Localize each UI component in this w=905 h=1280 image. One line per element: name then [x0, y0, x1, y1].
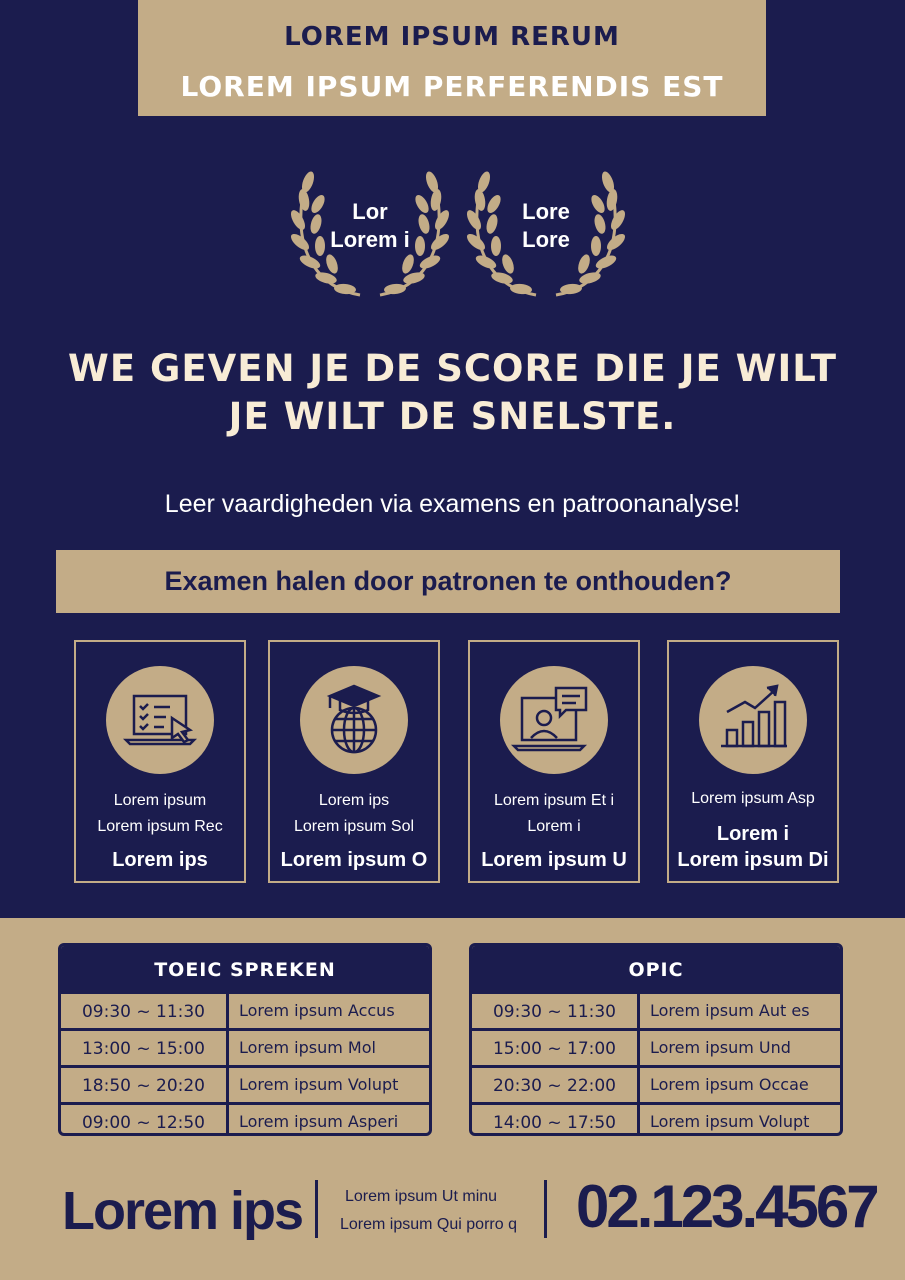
feature-title: Lorem ipsum O [280, 849, 428, 871]
badge-line-1: Lor [352, 199, 388, 224]
feature-text-1: Lorem ipsum Et i [493, 792, 615, 809]
badge-line-2: Lore [522, 227, 570, 252]
time-cell: 18:50 ~ 20:20 [61, 1068, 229, 1102]
desc-cell: Lorem ipsum Accus [239, 1001, 395, 1020]
feature-card-2 [268, 640, 440, 883]
desc-cell: Lorem ipsum Aut es [650, 1001, 810, 1020]
badge-text [466, 198, 626, 254]
phone-number[interactable]: 02.123.4567 [576, 1173, 877, 1240]
laurel-badge-2 [466, 160, 626, 305]
headline [0, 345, 905, 441]
badge-line-1: Lore [522, 199, 570, 224]
feature-text-2: Lorem i [527, 818, 581, 835]
feature-text-2: Lorem ipsum Rec [97, 818, 223, 835]
footer-info-1: Lorem ipsum Ut minu [345, 1188, 498, 1205]
question-text: Examen halen door patronen te onthouden? [164, 566, 732, 596]
growth-chart-icon [699, 666, 807, 774]
schedule-title: TOEIC SPREKEN [61, 946, 429, 991]
schedule-toeic [58, 943, 432, 1136]
table-row [61, 1028, 429, 1065]
feature-text-1: Lorem ipsum [113, 792, 207, 809]
laurel-badge-1 [290, 160, 450, 305]
desc-cell: Lorem ipsum Volupt [239, 1075, 399, 1094]
time-cell: 14:00 ~ 17:50 [472, 1105, 640, 1136]
footer-info-2: Lorem ipsum Qui porro q [340, 1216, 517, 1233]
feature-title: Lorem ipsum Di [677, 849, 829, 871]
headline-line-1: WE GEVEN JE DE SCORE DIE JE WILT [68, 347, 837, 390]
subline: Leer vaardigheden via examens en patroonanalyse! [164, 490, 741, 518]
feature-text-1: Lorem ips [318, 792, 390, 809]
video-chat-laptop-icon [500, 666, 608, 774]
footer-divider [544, 1180, 547, 1238]
table-row [61, 1065, 429, 1102]
banner-line-1: LOREM IPSUM RERUM [284, 22, 620, 52]
feature-icon-circle [500, 666, 608, 774]
feature-card-4 [667, 640, 839, 883]
time-cell: 15:00 ~ 17:00 [472, 1031, 640, 1065]
time-cell: 13:00 ~ 15:00 [61, 1031, 229, 1065]
feature-icon-circle [106, 666, 214, 774]
table-row [472, 1028, 840, 1065]
top-banner [138, 0, 766, 116]
schedule-opic [469, 943, 843, 1136]
badge-text [290, 198, 450, 254]
question-bar [56, 550, 840, 613]
time-cell: 20:30 ~ 22:00 [472, 1068, 640, 1102]
table-row [472, 1102, 840, 1136]
table-row [61, 991, 429, 1028]
banner-line-2: LOREM IPSUM PERFERENDIS EST [180, 70, 724, 103]
desc-cell: Lorem ipsum Asperi [239, 1112, 399, 1131]
desc-cell: Lorem ipsum Occae [650, 1075, 809, 1094]
schedule-title: OPIC [472, 946, 840, 991]
desc-cell: Lorem ipsum Volupt [650, 1112, 810, 1131]
time-cell: 09:00 ~ 12:50 [61, 1105, 229, 1136]
checklist-laptop-icon [106, 666, 214, 774]
feature-text-2: Lorem ipsum Sol [293, 818, 415, 835]
desc-cell: Lorem ipsum Und [650, 1038, 791, 1057]
table-row [472, 991, 840, 1028]
badge-line-2: Lorem i [330, 227, 410, 252]
headline-line-2: JE WILT DE SNELSTE. [228, 395, 677, 438]
feature-subtitle: Lorem i [716, 823, 790, 845]
graduation-globe-icon [300, 666, 408, 774]
feature-card-1 [74, 640, 246, 883]
feature-icon-circle [699, 666, 807, 774]
footer-brand: Lorem ips [62, 1181, 303, 1241]
feature-title: Lorem ips [112, 849, 208, 871]
footer-divider [315, 1180, 318, 1238]
feature-text-1: Lorem ipsum Asp [691, 790, 815, 807]
feature-icon-circle [300, 666, 408, 774]
desc-cell: Lorem ipsum Mol [239, 1038, 376, 1057]
table-row [472, 1065, 840, 1102]
feature-card-3 [468, 640, 640, 883]
table-row [61, 1102, 429, 1136]
time-cell: 09:30 ~ 11:30 [472, 994, 640, 1028]
feature-title: Lorem ipsum U [481, 849, 627, 871]
time-cell: 09:30 ~ 11:30 [61, 994, 229, 1028]
